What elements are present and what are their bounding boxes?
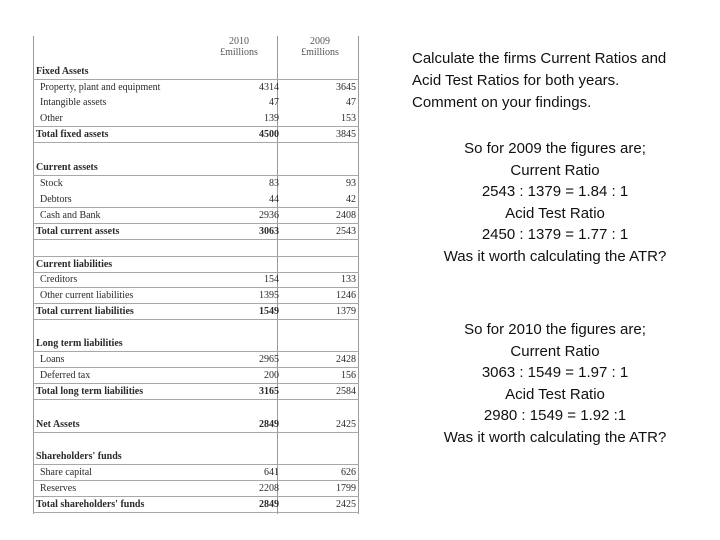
row-label: Reserves — [40, 483, 77, 494]
table-row — [33, 497, 359, 513]
table-row — [33, 384, 359, 400]
row-label: Cash and Bank — [40, 210, 101, 221]
value-2010: 47 — [269, 97, 279, 108]
row-label: Share capital — [40, 467, 92, 478]
table-row — [33, 368, 359, 384]
row-label: Total long term liabilities — [36, 386, 144, 397]
row-label: Shareholders' funds — [36, 451, 122, 462]
table-row — [33, 304, 359, 320]
value-2010: 2849 — [259, 499, 279, 510]
calc-line: 2450 : 1379 = 1.77 : 1 — [481, 226, 629, 244]
calculation-2009 — [400, 138, 710, 268]
column-header-2010 — [209, 36, 269, 62]
calc-line: 3063 : 1549 = 1.97 : 1 — [481, 364, 629, 382]
instruction-line: Comment on your findings. — [412, 94, 592, 111]
row-label: Total current liabilities — [36, 306, 134, 317]
value-2010: 2965 — [259, 354, 279, 365]
value-2009: 47 — [346, 97, 356, 108]
instruction-line: Calculate the firms Current Ratios and — [412, 50, 667, 67]
value-2009: 156 — [341, 370, 356, 381]
table-row — [33, 465, 359, 481]
row-label: Other current liabilities — [40, 290, 134, 301]
table-row — [33, 481, 359, 497]
value-2010: 1549 — [259, 306, 279, 317]
value-2009: 2584 — [336, 386, 356, 397]
row-label: Total shareholders' funds — [36, 499, 145, 510]
calc-line: Current Ratio — [510, 161, 600, 179]
table-row — [33, 256, 359, 273]
value-2009: 2428 — [336, 354, 356, 365]
table-row — [33, 417, 359, 433]
calc-line: Acid Test Ratio — [505, 385, 605, 403]
value-2010: 641 — [264, 467, 279, 478]
table-row — [33, 111, 359, 127]
task-instructions — [412, 48, 712, 114]
value-2010: 139 — [264, 113, 279, 124]
table-row — [33, 176, 359, 191]
row-label: Fixed Assets — [36, 66, 89, 77]
header-unit-2009: £millions — [301, 47, 339, 58]
table-row — [33, 192, 359, 208]
value-2010: 2936 — [259, 210, 279, 221]
table-row — [33, 272, 359, 288]
column-header-2009 — [290, 36, 350, 62]
instruction-line: Acid Test Ratios for both years. — [412, 72, 620, 89]
row-label: Current liabilities — [36, 259, 113, 270]
table-row — [33, 352, 359, 368]
value-2010: 2849 — [259, 419, 279, 430]
header-year-2010: 2010 — [229, 36, 249, 47]
calc-line: Was it worth calculating the ATR? — [443, 247, 667, 265]
row-label: Intangible assets — [40, 97, 107, 108]
value-2010: 3063 — [259, 226, 279, 237]
calc-line: Acid Test Ratio — [505, 204, 605, 222]
value-2009: 153 — [341, 113, 356, 124]
row-label: Current assets — [36, 162, 98, 173]
value-2010: 3165 — [259, 386, 279, 397]
row-label: Creditors — [40, 274, 78, 285]
table-row — [33, 288, 359, 304]
row-label: Long term liabilities — [36, 338, 123, 349]
row-label: Deferred tax — [40, 370, 91, 381]
value-2009: 2408 — [336, 210, 356, 221]
calc-line: So for 2010 the figures are; — [464, 321, 646, 338]
value-2009: 2543 — [336, 226, 356, 237]
row-label: Total fixed assets — [36, 129, 109, 140]
calc-line: So for 2009 the figures are; — [464, 140, 646, 157]
value-2010: 83 — [269, 178, 279, 189]
value-2009: 133 — [341, 274, 356, 285]
value-2009: 2425 — [336, 499, 356, 510]
calc-line: 2543 : 1379 = 1.84 : 1 — [481, 183, 629, 201]
value-2009: 2425 — [336, 419, 356, 430]
table-row — [33, 127, 359, 143]
value-2010: 2208 — [259, 483, 279, 494]
row-label: Debtors — [40, 194, 72, 205]
value-2010: 154 — [264, 274, 279, 285]
value-2009: 1246 — [336, 290, 356, 301]
table-row — [33, 95, 359, 110]
value-2009: 626 — [341, 467, 356, 478]
header-year-2009: 2009 — [310, 36, 330, 47]
row-label: Total current assets — [36, 226, 120, 237]
value-2010: 4500 — [259, 129, 279, 140]
table-row — [33, 160, 359, 176]
calc-line: Current Ratio — [510, 342, 600, 360]
row-label: Net Assets — [36, 419, 80, 430]
row-label: Stock — [40, 178, 63, 189]
value-2009: 3845 — [336, 129, 356, 140]
table-row — [33, 224, 359, 240]
table-row — [33, 208, 359, 224]
value-2009: 42 — [346, 194, 356, 205]
row-label: Other — [40, 113, 63, 124]
value-2010: 200 — [264, 370, 279, 381]
table-row — [33, 336, 359, 352]
calculation-2010 — [400, 319, 710, 449]
calc-line: 2980 : 1549 = 1.92 :1 — [483, 407, 627, 425]
row-label: Property, plant and equipment — [40, 82, 161, 93]
value-2010: 1395 — [259, 290, 279, 301]
row-label: Loans — [40, 354, 65, 365]
value-2010: 44 — [269, 194, 279, 205]
value-2009: 3645 — [336, 82, 356, 93]
table-row — [33, 449, 359, 465]
table-row — [33, 64, 359, 79]
value-2010: 4314 — [259, 82, 279, 93]
header-unit-2010: £millions — [220, 47, 258, 58]
value-2009: 1379 — [336, 306, 356, 317]
calc-line: Was it worth calculating the ATR? — [443, 428, 667, 446]
table-row — [33, 79, 359, 95]
value-2009: 1799 — [336, 483, 356, 494]
value-2009: 93 — [346, 178, 356, 189]
balance-sheet-table — [33, 36, 359, 514]
